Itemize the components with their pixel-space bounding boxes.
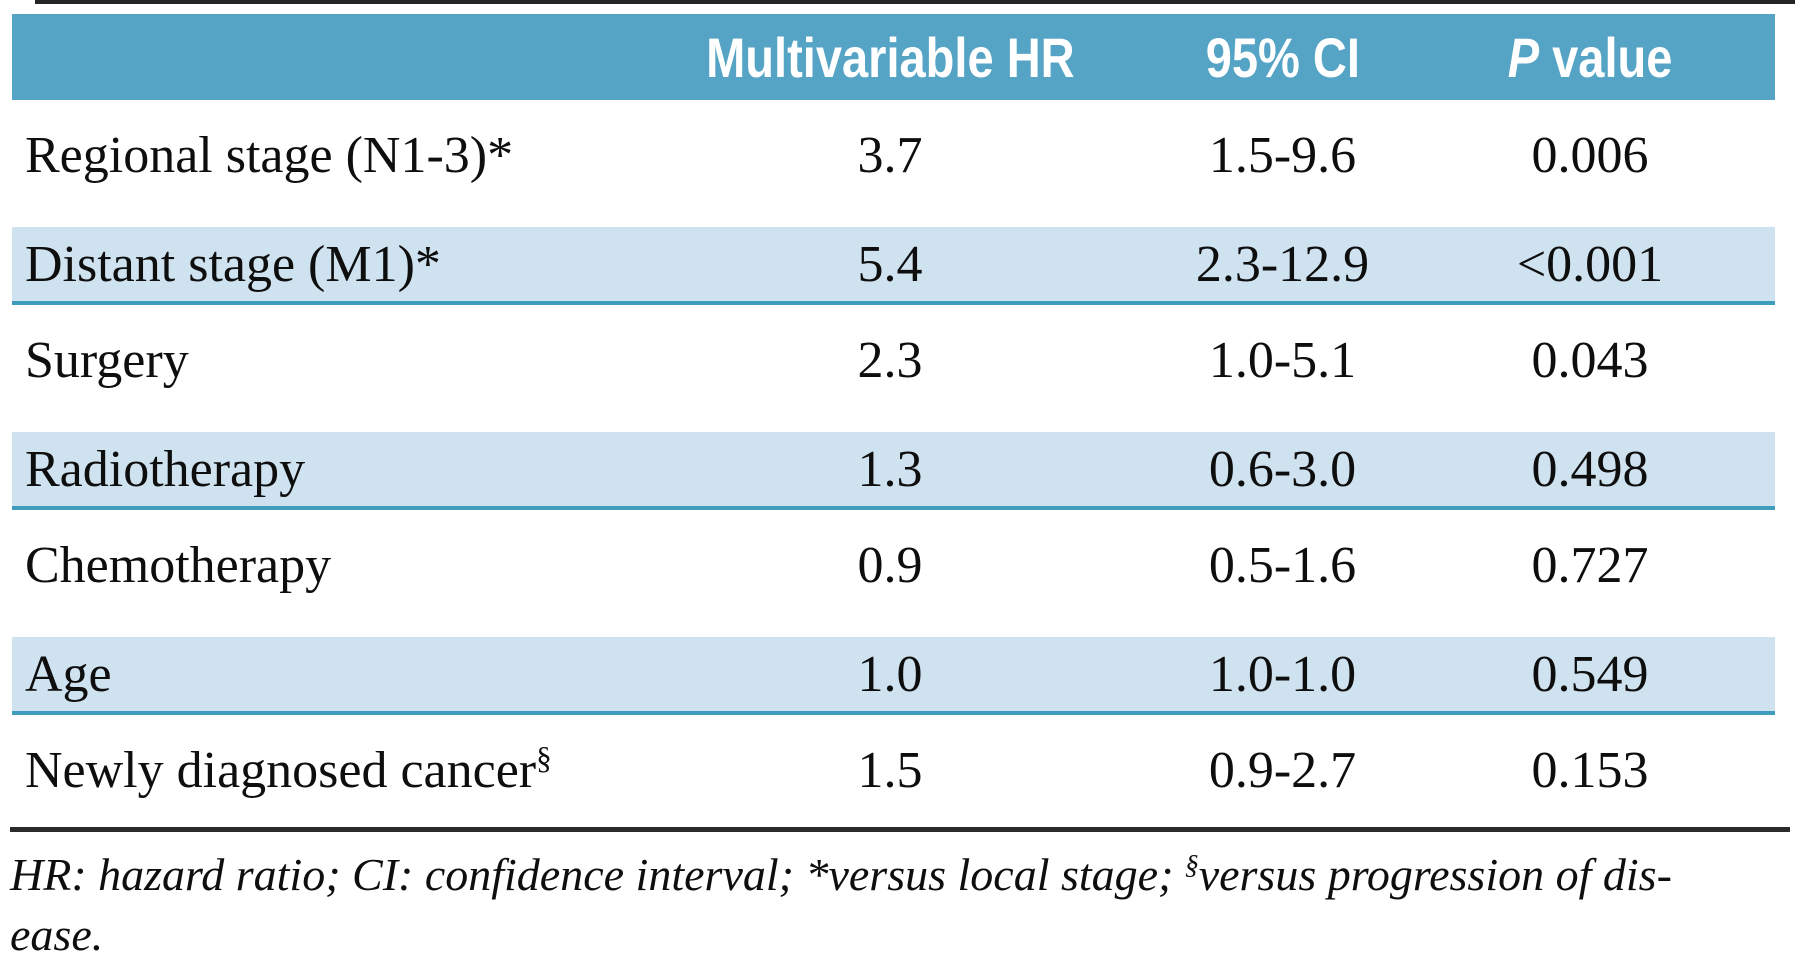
row-label-text: Chemotherapy [25,536,332,594]
table-row [0,100,1800,210]
row-label-text: Distant stage (M1)* [25,235,441,293]
table-bottom-rule [10,827,1790,832]
footnote-abbreviations: HR: hazard ratio; CI: confidence interval; *versus local stage; [10,849,1174,900]
p-value: 0.727 [1531,536,1649,594]
p-value: 0.153 [1531,741,1649,799]
table-row-shaded-band [12,637,1775,715]
table-row-shaded-band [12,432,1775,510]
hr-value: 1.3 [857,440,923,498]
row-label [12,741,620,800]
ci-value: 0.5-1.6 [1208,536,1357,594]
table-top-rule [35,0,1795,4]
ci-value: 1.0-1.0 [1208,645,1357,703]
table-row-shaded-band [12,227,1775,305]
row-label-superscript: § [536,740,552,776]
p-value: 0.549 [1531,645,1649,703]
header-p-rest: value [1539,25,1673,89]
header-p-value-label [1508,25,1673,90]
ci-value: 0.9-2.7 [1208,741,1357,799]
header-95-ci-label: 95% CI [1205,25,1360,89]
header-multivariable-hr [620,25,1160,90]
table-row [0,415,1800,510]
table-row [0,305,1800,415]
header-p-value [1405,25,1775,90]
row-label [12,126,620,185]
footnote-line-2: ease. [10,909,104,960]
ci-value: 2.3-12.9 [1195,235,1370,293]
ci-value: 1.5-9.6 [1208,126,1357,184]
header-p-italic: P [1507,25,1540,89]
row-label-text: Surgery [25,331,189,389]
ci-value: 0.6-3.0 [1208,440,1357,498]
footnote-section-symbol: § [1184,848,1199,880]
table-header-band [12,14,1775,100]
ci-value: 1.0-5.1 [1208,331,1357,389]
footnote-versus-progression: versus progression of dis- [1198,849,1672,900]
hr-value: 1.0 [857,645,923,703]
table-row [0,510,1800,620]
p-value: <0.001 [1516,235,1664,293]
row-label-text: Age [25,645,112,703]
table-row [0,715,1800,825]
table-footnote [10,845,1790,965]
row-label [12,235,620,294]
footnote-line-1 [10,845,1790,905]
row-label [12,331,620,390]
hr-value: 0.9 [857,536,923,594]
p-value: 0.043 [1531,331,1649,389]
row-label [12,440,620,499]
p-value: 0.498 [1531,440,1649,498]
row-label [12,536,620,595]
hr-value: 1.5 [857,741,923,799]
hr-value: 5.4 [857,235,923,293]
table-row [0,620,1800,715]
row-label-text: Radiotherapy [25,440,306,498]
header-95-ci [1160,25,1405,90]
p-value: 0.006 [1531,126,1649,184]
table-body [0,100,1800,825]
hr-value: 3.7 [857,126,923,184]
header-multivariable-hr-label: Multivariable HR [705,25,1075,89]
row-label-text: Newly diagnosed cancer [25,741,537,799]
row-label-text: Regional stage (N1-3)* [25,126,514,184]
row-label [12,645,620,704]
table-row [0,210,1800,305]
hr-value: 2.3 [857,331,923,389]
